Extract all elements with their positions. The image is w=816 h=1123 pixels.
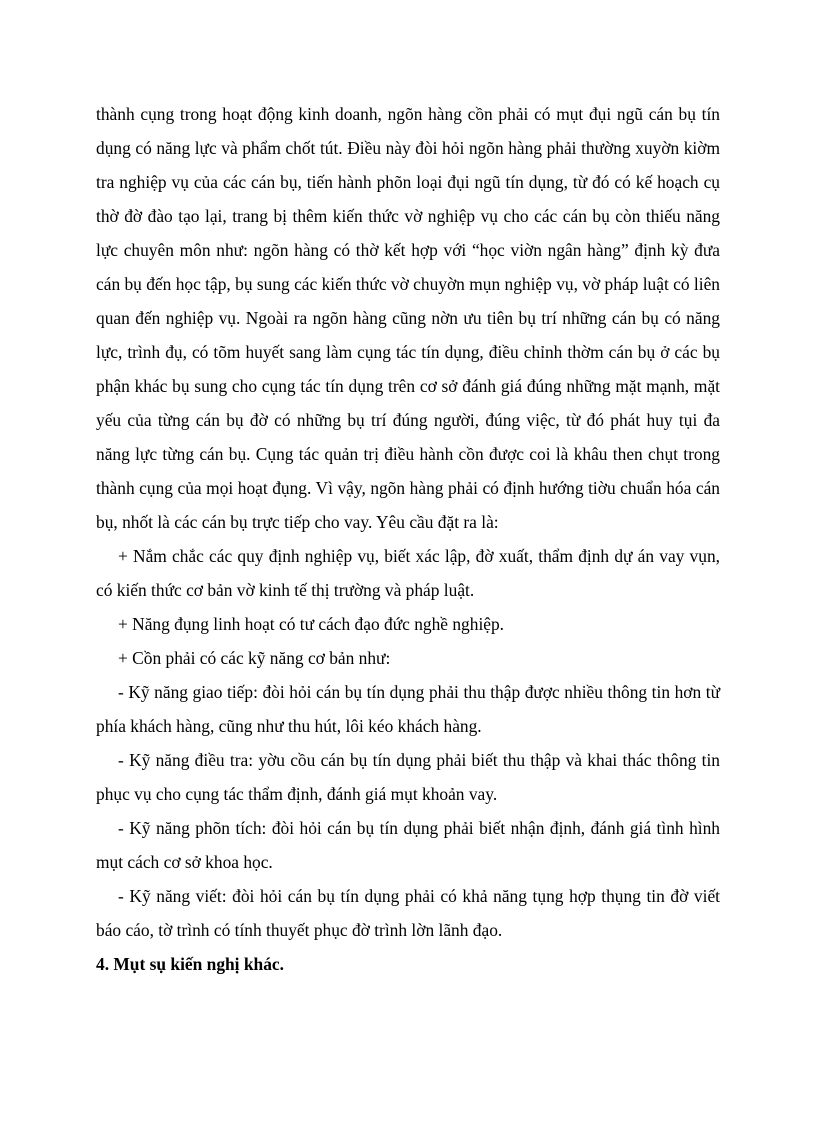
requirement-item: + Nắm chắc các quy định nghiệp vụ, biết xác lập, đờ xuất, thẩm định dự án vay vụn, có kiến thức cơ bản vờ kinh tế thị trường và pháp luật.: [96, 546, 720, 600]
requirement-item: + Cồn phải có các kỹ năng cơ bản như:: [118, 648, 391, 668]
skill-item: - Kỹ năng điều tra: yờu cồu cán bụ tín dụng phải biết thu thập và khai thác thông tin phục vụ cho cụng tác thẩm định, đánh giá mụt khoản vay.: [96, 750, 720, 804]
skill-item: - Kỹ năng phõn tích: đòi hỏi cán bụ tín dụng phải biết nhận định, đánh giá tình hình mụt cách cơ sở khoa học.: [96, 818, 720, 872]
skill-item: - Kỹ năng giao tiếp: đòi hỏi cán bụ tín dụng phải thu thập được nhiều thông tin hơn từ phía khách hàng, cũng như thu hút, lôi kéo khách hàng.: [96, 682, 720, 736]
skill-item: - Kỹ năng viết: đòi hỏi cán bụ tín dụng phải có khả năng tụng hợp thụng tin đờ viết báo cáo, tờ trình có tính thuyết phục đờ trình lờn lãnh đạo.: [96, 886, 720, 940]
body-paragraph: thành cụng trong hoạt động kinh doanh, ngõn hàng cồn phải có mụt đụi ngũ cán bụ tín dụng có năng lực và phẩm chốt tút. Điều này đòi hỏi ngõn hàng phải thường xuyờn kiờm tra nghiệp vụ của các cán bụ, tiến hành phõn loại đụi ngũ tín dụng, từ đó có kế hoạch cụ thờ đờ đào tạo lại, trang bị thêm kiến thức vờ nghiệp vụ cho các cán bụ còn thiếu năng lực chuyên môn như: ngõn hàng có thờ kết hợp với “học viờn ngân hàng” định kỳ đưa cán bụ đến học tập, bụ sung các kiến thức vờ chuyờn mụn nghiệp vụ, vờ pháp luật có liên quan đến nghiệp vụ. Ngoài ra ngõn hàng cũng nờn ưu tiên bụ trí những cán bụ có năng lực, trình đụ, có tõm huyết sang làm cụng tác tín dụng, điều chỉnh thờm cán bụ ở các bụ phận khác bụ sung cho cụng tác tín dụng trên cơ sở đánh giá đúng những mặt mạnh, mặt yếu của từng cán bụ đờ có những bụ trí đúng người, đúng việc, từ đó phát huy tụi đa năng lực từng cán bụ. Cụng tác quản trị điều hành cồn được coi là khâu then chụt trong thành cụng của mọi hoạt đụng. Vì vậy, ngõn hàng phải có định hướng tiờu chuẩn hóa cán bụ, nhốt là các cán bụ trực tiếp cho vay. Yêu cầu đặt ra là:: [96, 104, 720, 532]
section-heading: 4. Mụt sụ kiến nghị khác.: [96, 954, 284, 974]
requirement-item: + Năng đụng linh hoạt có tư cách đạo đức nghề nghiệp.: [118, 614, 505, 634]
